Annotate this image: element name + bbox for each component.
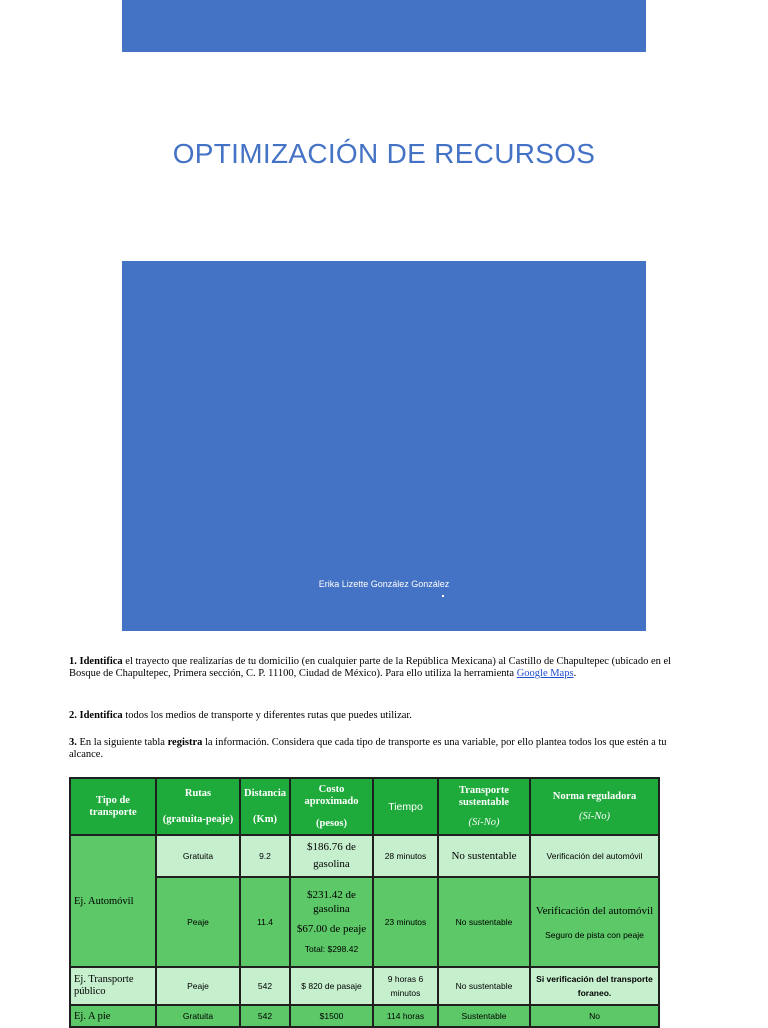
table-row: Ej. A pie Gratuita 542 $1500 114 horas Sustentable No (70, 1005, 659, 1027)
header-tipo: Tipo de transporte (70, 778, 156, 835)
author-name: Erika Lizette González González (318, 579, 450, 589)
table-row: Ej. Automóvil Gratuita 9.2 $186.76 de gasolina 28 minutos No sustentable Verificación del automóvil (70, 835, 659, 877)
table-header-row (70, 778, 659, 835)
instruction-3: 3. En la siguiente tabla registra la información. Considera que cada tipo de transporte es una variable, por ello plantea todos los que estén a tu alcance. (69, 737, 667, 760)
instruction-2: 2. Identifica todos los medios de transporte y diferentes rutas que puedes utilizar. (69, 710, 412, 721)
instruction-1: 1. Identifica el trayecto que realizarías de tu domicilio (en cualquier parte de la República Mexicana) al Castillo de Chapultepec (ubicado en el Bosque de Chapultepec, Primera sección, C. P. 11100, Ciudad de México). Para ello utiliza la herramienta Google Maps. (69, 656, 672, 679)
header-tiempo: Tiempo (373, 778, 438, 835)
cell-tipo-pie: Ej. A pie (70, 1005, 156, 1027)
cell-tipo-publico: Ej. Transporte público (70, 967, 156, 1005)
google-maps-link[interactable]: Google Maps (516, 668, 574, 679)
top-color-band (122, 0, 646, 52)
cover-panel (122, 261, 646, 631)
header-rutas: Rutas (gratuita-peaje) (156, 778, 240, 835)
header-sustentable: Transporte sustentable (Sí-No) (438, 778, 530, 835)
header-distancia: Distancia (Km) (240, 778, 290, 835)
cover-dot (442, 595, 444, 597)
header-norma: Norma reguladora (Sí-No) (530, 778, 659, 835)
table-row: Ej. Transporte público Peaje 542 $ 820 de pasaje 9 horas 6 minutos No sustentable Si verificación del transporte foraneo. (70, 967, 659, 1005)
header-costo: Costo aproximado (pesos) (290, 778, 373, 835)
page-title: OPTIMIZACIÓN DE RECURSOS (172, 138, 596, 169)
cell-tipo-automovil: Ej. Automóvil (70, 835, 156, 967)
table-row: Peaje 11.4 $231.42 de gasolina $67.00 de peaje Total: $298.42 23 minutos No sustentable Verificación del automóvil Seguro de pista con peaje (70, 877, 659, 967)
transport-table (69, 777, 660, 1028)
